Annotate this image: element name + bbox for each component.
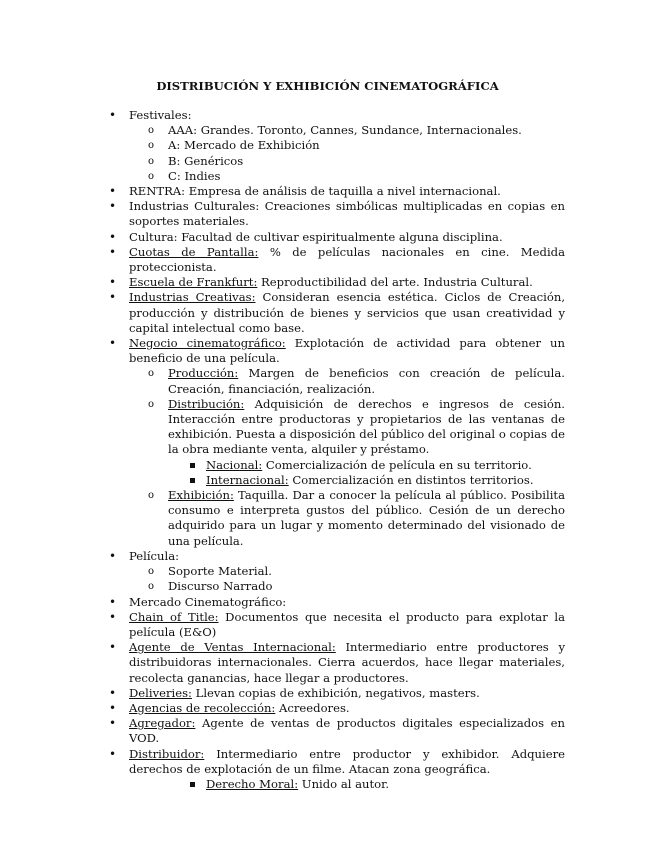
list-item-cultura: • Cultura: Facultad de cultivar espiritualmente alguna disciplina.	[129, 230, 565, 245]
item-term: Industrias Creativas:	[129, 290, 256, 305]
sub-item: o C: Indies	[168, 169, 565, 184]
item-term: Derecho Moral:	[206, 776, 299, 791]
item-term: Nacional:	[206, 457, 263, 472]
sub-list	[168, 366, 565, 548]
sub-item: o AAA: Grandes. Toronto, Cannes, Sundance, Internacionales.	[168, 123, 565, 138]
sub-sub-list	[206, 458, 565, 488]
sub-item-produccion	[168, 366, 565, 396]
list-item-pelicula	[129, 549, 565, 595]
item-text: Agente de ventas de productos digitales especializados en VOD.	[129, 716, 565, 746]
item-text: Taquilla. Dar a conocer la película al público. Posibilita consumo e interpreta gustos del público. Cesión de un derecho adquirido para un lugar y momento determinado del visionado de una película.	[168, 488, 565, 548]
item-text: Intermediario entre productores y distribuidoras internacionales. Cierra acuerdos, hace llegar materiales, recolecta ganancias, hace llegar a productores.	[129, 640, 565, 685]
item-text: Llevan copias de exhibición, negativos, masters.	[191, 685, 480, 700]
item-text: Documentos que necesita el producto para explotar la película (E&O)	[129, 609, 565, 639]
list-item-agente	[129, 640, 565, 686]
list-item-frankfurt	[129, 275, 565, 290]
list-item-deliveries	[129, 686, 565, 701]
item-term: Deliveries:	[129, 685, 192, 700]
item-label: Película:	[129, 548, 180, 563]
item-term: Negocio cinematográfico:	[129, 336, 286, 351]
list-item-creativas	[129, 290, 565, 336]
item-text: Consideran esencia estética. Ciclos de Creación, producción y distribución de bienes y servicios que usan creatividad y capital intelectual como base.	[129, 290, 566, 335]
item-term: Agente de Ventas Internacional:	[129, 640, 336, 655]
list-item-negocio	[129, 336, 565, 549]
sub-sub-list	[206, 777, 565, 792]
sub-sub-item-internacional	[206, 473, 565, 488]
item-term: Producción:	[168, 366, 239, 381]
item-label: Festivales:	[129, 108, 192, 122]
sub-item: o A: Mercado de Exhibición	[168, 138, 565, 153]
notes-content	[129, 108, 565, 792]
item-text: Explotación de actividad para obtener un beneficio de una película.	[129, 336, 565, 366]
item-term: Exhibición:	[168, 488, 234, 503]
list-item-agencias	[129, 701, 565, 716]
sub-item: o Discurso Narrado	[168, 579, 565, 594]
list-item-distribuidor	[129, 747, 565, 793]
item-text: Acreedores.	[275, 700, 350, 715]
item-text: Comercialización en distintos territorios.	[288, 472, 534, 487]
list-item-festivales	[129, 108, 565, 184]
item-term: Cuotas de Pantalla:	[129, 244, 259, 259]
list-item-industrias-culturales: • Industrias Culturales: Creaciones simbólicas multiplicadas en copias en soportes materiales.	[129, 199, 565, 229]
sub-sub-item-moral	[206, 777, 565, 792]
sub-item: o Soporte Material.	[168, 564, 565, 579]
list-item-agregador	[129, 716, 565, 746]
sub-sub-item-nacional	[206, 458, 565, 473]
item-term: Chain of Title:	[129, 609, 219, 624]
item-term: Agencias de recolección:	[129, 700, 276, 715]
list-item-mercado: • Mercado Cinematográfico:	[129, 595, 565, 610]
item-term: Escuela de Frankfurt:	[129, 275, 258, 290]
item-text: Comercialización de película en su territorio.	[262, 457, 532, 472]
item-text: % de películas nacionales en cine. Medida proteccionista.	[129, 244, 565, 275]
item-text: Unido al autor.	[298, 776, 390, 791]
list-item-cuotas	[129, 245, 565, 275]
sub-list	[168, 123, 565, 184]
sub-item: o B: Genéricos	[168, 154, 565, 169]
sub-item-distribucion	[168, 397, 565, 488]
item-term: Agregador:	[129, 716, 196, 731]
item-term: Distribución:	[168, 396, 245, 411]
item-text: Margen de beneficios con creación de película. Creación, financiación, realización.	[168, 366, 565, 396]
item-text: Intermediario entre productor y exhibidor. Adquiere derechos de explotación de un filme. Atacan zona geográfica.	[129, 746, 565, 776]
item-text: Adquisición de derechos e ingresos de cesión. Interacción entre productoras y propietarios de las ventanas de exhibición. Puesta a disposición del público del original o copias de la obra mediante venta, alquiler y préstamo.	[168, 396, 565, 457]
main-list	[129, 108, 565, 792]
list-item-rentra: • RENTRA: Empresa de análisis de taquilla a nivel internacional.	[129, 184, 565, 199]
item-text: Reproductibilidad del arte. Industria Cultural.	[257, 275, 533, 290]
list-item-chain	[129, 610, 565, 640]
item-term: Internacional:	[206, 472, 289, 487]
sub-item-exhibicion	[168, 488, 565, 549]
page-title: DISTRIBUCIÓN Y EXHIBICIÓN CINEMATOGRÁFICA	[156, 79, 499, 93]
item-term: Distribuidor:	[129, 746, 205, 761]
sub-list	[168, 564, 565, 594]
